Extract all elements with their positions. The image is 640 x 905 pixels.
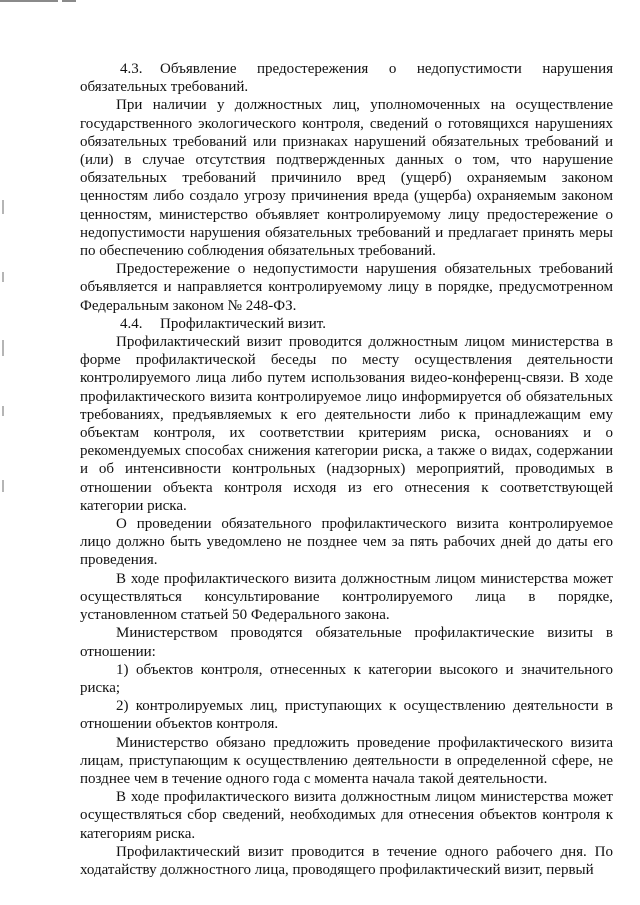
section-number: 4.3. [120,61,143,77]
paragraph: В ходе профилактического визита должностным лицом министерства может осуществляться сбор сведений, необходимых для отнесения объектов контроля к категориям риска. [80,789,613,842]
section-title: Профилактический визит. [160,315,326,332]
list-item: 1) объектов контроля, отнесенных к категории высокого и значительного риска; [80,661,613,696]
margin-mark [2,272,4,282]
section-number: 4.4. [120,315,143,332]
paragraph: При наличии у должностных лиц, уполномоченных на осуществление государственного экологического контроля, сведений о готовящихся нарушениях обязательных требований или признаках нарушений обязательных требований и (или) в случае отсутствия подтвержденных данных о том, что нарушение обязательных требований причинило вред (ущерб) охраняемым законом ценностям либо создало угрозу причинения вреда (ущерба) охраняемым законом ценностям, министерство объявляет контролируемому лицу предостережение о недопустимости нарушения обязательных требований и предлагает принять меры по обеспечению соблюдения обязательных требований. [80,97,613,260]
margin-scan-marks [2,180,6,560]
section-heading [80,60,613,96]
margin-mark [2,340,4,356]
paragraph: Министерством проводятся обязательные профилактические визиты в отношении: [80,625,613,660]
paragraph: Профилактический визит проводится должностным лицом министерства в форме профилактической беседы по месту осуществления деятельности контролируемого лица либо путем использования видео-конференц-связи. В ходе профилактического визита контролируемое лицо информируется об обязательных требованиях, предъявляемых к его деятельности либо к принадлежащим ему объектам контроля, их соответствии критериям риска, основаниях и о рекомендуемых способах снижения категории риска, а также о видах, содержании и об интенсивности контрольных (надзорных) мероприятий, проводимых в отношении объекта контроля исходя из его отнесения к соответствующей категории риска. [80,334,613,514]
section-heading [80,315,613,333]
document-body [80,60,613,879]
paragraph: Предостережение о недопустимости нарушения обязательных требований объявляется и направляется контролируемому лицу в порядке, предусмотренном Федеральным законом № 248-ФЗ. [80,261,613,314]
scan-edge-mark [0,0,78,5]
paragraph: Министерство обязано предложить проведение профилактического визита лицам, приступающим к осуществлению деятельности в определенной сфере, не позднее чем в течение одного года с момента начала такой деятельности. [80,734,613,787]
margin-mark [2,406,4,416]
scan-edge-line [0,0,58,2]
scan-edge-line [62,0,76,2]
margin-mark [2,480,4,492]
list-item: 2) контролируемых лиц, приступающих к осуществлению деятельности в отношении объектов контроля. [80,698,613,733]
paragraph: Профилактический визит проводится в течение одного рабочего дня. По ходатайству должностного лица, проводящего профилактический визит, первый [80,843,613,878]
paragraph: О проведении обязательного профилактического визита контролируемое лицо должно быть уведомлено не позднее чем за пять рабочих дней до даты его проведения. [80,516,613,569]
section-title: Объявление предостережения о недопустимости нарушения обязательных требований. [80,61,613,96]
paragraph: В ходе профилактического визита должностным лицом министерства может осуществляться консультирование контролируемого лица в порядке, установленном статьей 50 Федерального закона. [80,570,613,624]
margin-mark [2,200,4,214]
